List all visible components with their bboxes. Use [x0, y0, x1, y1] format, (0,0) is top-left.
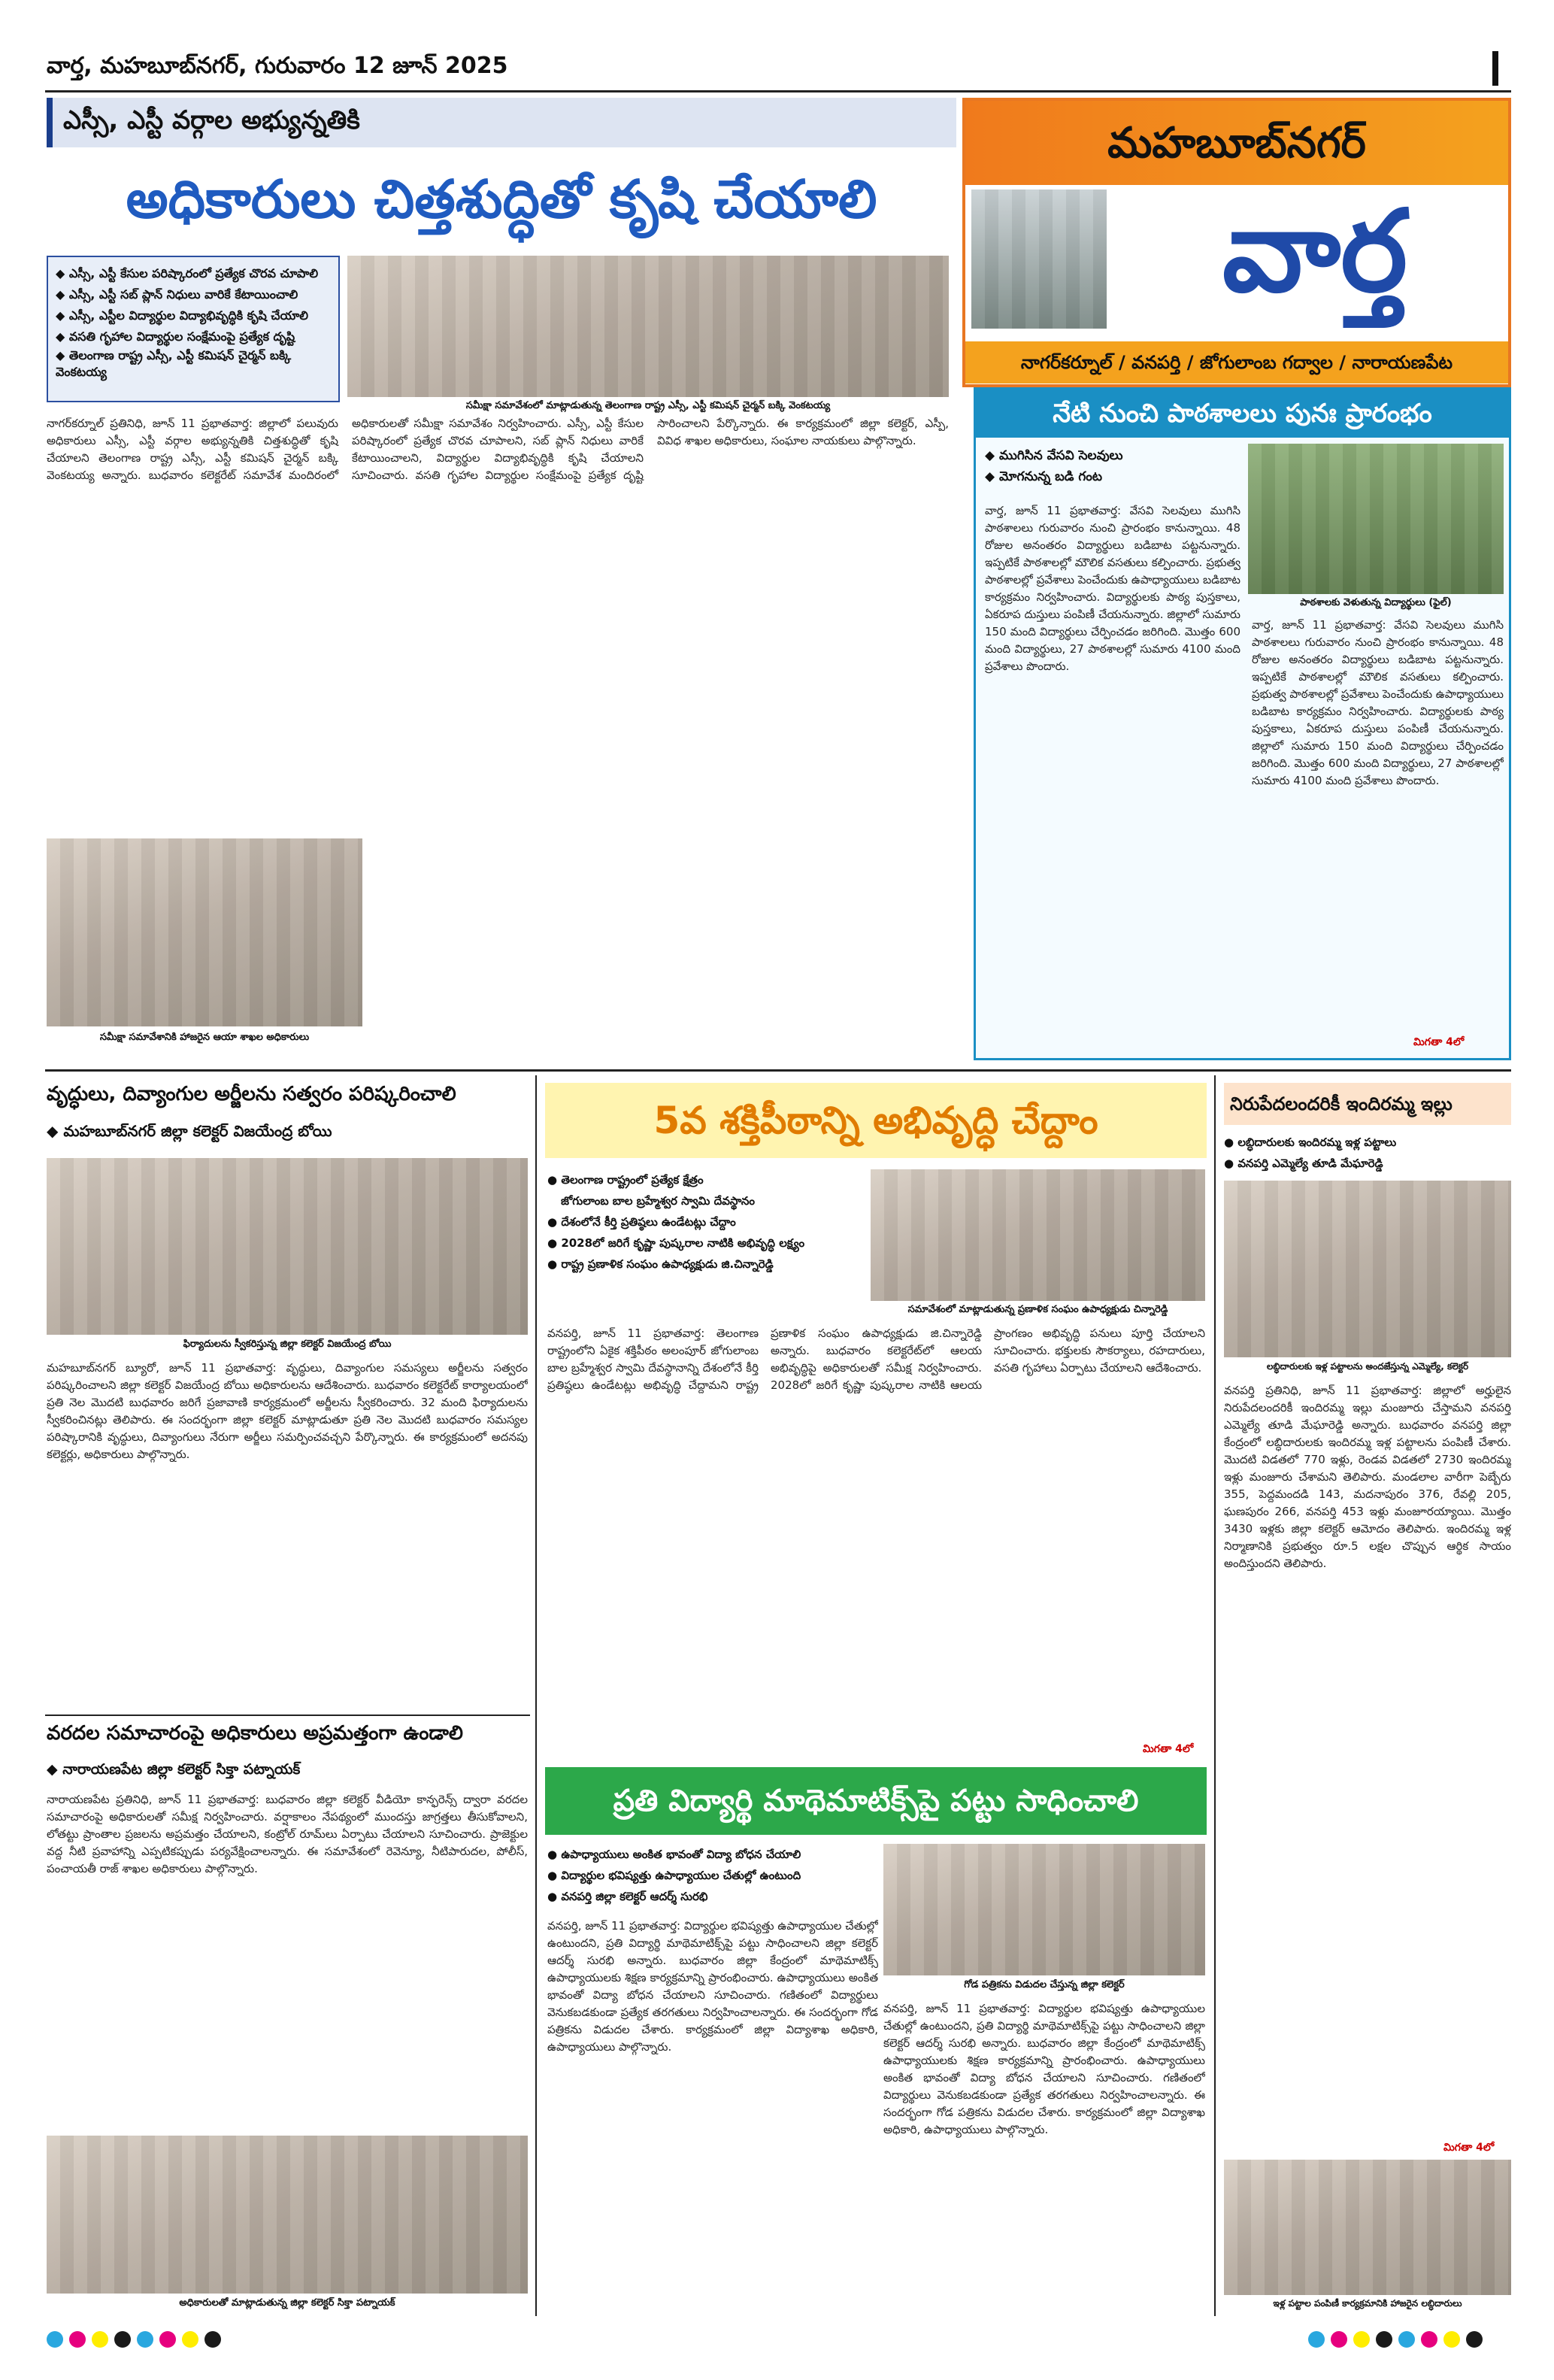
maths-photo: [883, 1844, 1205, 1975]
bullet-1: ◆ ఎస్సీ, ఎస్టీ కేసుల పరిష్కారంలో ప్రత్యేక చొరవ చూపాలి: [56, 266, 319, 280]
registration-marks-right: [1308, 2331, 1489, 2354]
shakti-photo-caption: సమావేశంలో మాట్లాడుతున్న ప్రణాళిక సంఘం ఉపాధ్యక్షుడు చిన్నారెడ్డి: [907, 1304, 1168, 1315]
black-mark: [114, 2331, 131, 2348]
lead-kicker: ఎస్సీ, ఎస్టీ వర్గాల అభ్యున్నతికి: [47, 98, 956, 147]
registration-marks-left: [47, 2331, 227, 2354]
shakti-bullet-5: ● రాష్ట్ర ప్రణాళిక సంఘం ఉపాధ్యక్షుడు జి.చిన్నారెడ్డి: [547, 1257, 774, 1271]
cyan-mark-4: [1398, 2331, 1415, 2348]
schools-bullets: [985, 445, 1240, 498]
indiramma-headline: నిరుపేదలందరికీ ఇందిరమ్మ ఇల్లు: [1224, 1083, 1511, 1125]
cyan-mark: [47, 2331, 63, 2348]
schools-photo-caption: పాఠశాలకు వెళుతున్న విద్యార్థులు (ఫైల్): [1300, 597, 1452, 608]
maths-bullet-1: ● ఉపాధ్యాయులు అంకిత భావంతో విద్యా బోధన చేయాలి: [547, 1848, 801, 1861]
magenta-mark-3: [1331, 2331, 1347, 2348]
magenta-mark: [69, 2331, 86, 2348]
yellow-mark-2: [182, 2331, 198, 2348]
brand-district: మహబూబ్‌నగర్: [965, 101, 1508, 185]
lead-headline: అధికారులు చిత్తశుద్ధితో కృషి చేయాలి: [126, 168, 877, 230]
schools-body-2: వార్త, జూన్ 11 ప్రభాతవార్త: వేసవి సెలవులు ముగిసి పాఠశాలలు గురువారం నుంచి ప్రారంభం కానున్నాయి. 48 రోజుల అనంతరం విద్యార్థులు బడిబాట పట్టనున్నారు. ఇప్పటికే పాఠశాలల్లో మౌలిక వసతులు కల్పించారు. ప్రభుత్వ పాఠశాలల్లో ప్రవేశాలు పెంచేందుకు ఉపాధ్యాయులు బడిబాట కార్యక్రమం నిర్వహించారు. విద్యార్థులకు పాఠ్య పుస్తకాలు, ఏకరూప దుస్తులు పంపిణీ చేయనున్నారు. జిల్లాలో సుమారు 150 మంది విద్యార్థులు చేర్పించడం జరిగింది. మొత్తం 600 మంది విద్యార్థులు, 27 పాఠశాలల్లో సుమారు 4100 మంది ప్రవేశాలు పొందారు.: [1252, 618, 1504, 787]
black-mark-2: [204, 2331, 221, 2348]
shakti-photo: [871, 1169, 1205, 1301]
col-rule-1: [535, 1075, 537, 2316]
schools-bullet-2: ◆ మోగనున్న బడి గంట: [985, 469, 1102, 484]
bullet-5: ◆ తెలంగాణ రాష్ట్ర ఎస్సీ, ఎస్టీ కమిషన్ చైర్మన్ బక్కి వెంకటయ్య: [56, 348, 292, 379]
yellow-mark-3: [1353, 2331, 1370, 2348]
schools-more: మిగతా 4లో: [1413, 1036, 1465, 1048]
indiramma-bullets: [1224, 1132, 1511, 1177]
indiramma-photo-1-caption: లబ్ధిదారులకు ఇళ్ల పట్టాలను అందజేస్తున్న ఎమ్మెల్యే, కలెక్టర్: [1266, 1361, 1469, 1372]
schools-bullet-1: ◆ ముగిసిన వేసవి సెలవులు: [985, 448, 1123, 463]
elders-headline: వృద్ధులు, దివ్యాంగుల అర్జీలను సత్వరం పరిష్కరించాలి: [47, 1083, 456, 1105]
lead-photo-2: [47, 838, 362, 1026]
bullet-3: ◆ ఎస్సీ, ఎస్టీల విద్యార్థుల విద్యాభివృద్ధికి కృషి చేయాలి: [56, 308, 309, 323]
magenta-mark-2: [159, 2331, 176, 2348]
maths-bullet-2: ● విద్యార్థుల భవిష్యత్తు ఉపాధ్యాయుల చేతుల్లో ఉంటుంది: [547, 1869, 801, 1882]
bullet-4: ◆ వసతి గృహాల విద్యార్థుల సంక్షేమంపై ప్రత్యేక దృష్టి: [56, 329, 295, 344]
maths-bullet-3: ● వనపర్తి జిల్లా కలెక్టర్ ఆదర్శ్ సురభి: [547, 1890, 708, 1903]
lead-photo-2-caption: సమీక్షా సమావేశానికి హాజరైన ఆయా శాఖల అధికారులు: [99, 1032, 310, 1043]
lead-photo-1-caption: సమీక్షా సమావేశంలో మాట్లాడుతున్న తెలంగాణ రాష్ట్ర ఎస్సీ, ఎస్టీ కమిషన్ చైర్మన్ బక్కి వెంకటయ్య: [465, 400, 831, 411]
floods-headline: వరదల సమాచారంపై అధికారులు అప్రమత్తంగా ఉండాలి: [47, 1722, 463, 1745]
brand-regions: నాగర్‌కర్నూల్ / వనపర్తి / జోగులాంబ గద్వాల / నారాయణపేట: [965, 341, 1508, 384]
maths-body: వనపర్తి, జూన్ 11 ప్రభాతవార్త: విద్యార్థుల భవిష్యత్తు ఉపాధ్యాయుల చేతుల్లో ఉంటుందని, ప్రతి విద్యార్థి మాథెమాటిక్స్‌పై పట్టు సాధించాలని జిల్లా కలెక్టర్ ఆదర్శ్ సురభి అన్నారు. బుధవారం జిల్లా కేంద్రంలో మాథెమాటిక్స్ ఉపాధ్యాయులకు శిక్షణ కార్యక్రమాన్ని ప్రారంభించారు. ఉపాధ్యాయులు అంకిత భావంతో విద్యా బోధన చేయాలని సూచించారు. గణితంలో విద్యార్థులు వెనుకబడకుండా ప్రత్యేక తరగతులు నిర్వహించాలన్నారు. ఈ సందర్భంగా గోడ పత్రికను విడుదల చేశారు. కార్యక్రమంలో జిల్లా విద్యాశాఖ అధికారి, ఉపాధ్యాయులు పాల్గొన్నారు.: [547, 1919, 878, 2054]
floods-photo-caption: అధికారులతో మాట్లాడుతున్న జిల్లా కలెక్టర్ సిక్తా పట్నాయక్: [179, 2297, 395, 2309]
schools-photo: [1248, 444, 1504, 594]
cyan-mark-3: [1308, 2331, 1325, 2348]
bullet-2: ◆ ఎస్సీ, ఎస్టీ సబ్ ప్లాన్ నిధులు వారికే కేటాయించాలి: [56, 287, 298, 302]
schools-body: వార్త, జూన్ 11 ప్రభాతవార్త: వేసవి సెలవులు ముగిసి పాఠశాలలు గురువారం నుంచి ప్రారంభం కానున్నాయి. 48 రోజుల అనంతరం విద్యార్థులు బడిబాట పట్టనున్నారు. ఇప్పటికే పాఠశాలల్లో మౌలిక వసతులు కల్పించారు. ప్రభుత్వ పాఠశాలల్లో ప్రవేశాలు పెంచేందుకు ఉపాధ్యాయులు బడిబాట కార్యక్రమం నిర్వహించారు. విద్యార్థులకు పాఠ్య పుస్తకాలు, ఏకరూప దుస్తులు పంపిణీ చేయనున్నారు. జిల్లాలో సుమారు 150 మంది విద్యార్థులు చేర్పించడం జరిగింది. మొత్తం 600 మంది విద్యార్థులు, 27 పాఠశాలల్లో సుమారు 4100 మంది ప్రవేశాలు పొందారు.: [985, 504, 1240, 673]
yellow-mark: [92, 2331, 108, 2348]
shakti-bullets: [547, 1169, 863, 1301]
indiramma-bullet-1: ● లబ్ధిదారులకు ఇందిరమ్మ ఇళ్ల పట్టాలు: [1224, 1135, 1397, 1149]
shakti-body: వనపర్తి, జూన్ 11 ప్రభాతవార్త: తెలంగాణ రాష్ట్రంలోని ఏకైక శక్తిపీఠం అలంపూర్ జోగులాంబ బాల బ్రహ్మేశ్వర స్వామి దేవస్థానాన్ని దేశంలోనే కీర్తి ప్రతిష్ఠలు ఉండేటట్లు అభివృద్ధి చేద్దామని రాష్ట్ర ప్రణాళిక సంఘం ఉపాధ్యక్షుడు జి.చిన్నారెడ్డి అన్నారు. బుధవారం కలెక్టరేట్‌లో ఆలయ అభివృద్ధిపై అధికారులతో సమీక్ష నిర్వహించారు. 2028లో జరిగే కృష్ణా పుష్కరాల నాటికి ఆలయ ప్రాంగణం అభివృద్ధి పనులు పూర్తి చేయాలని సూచించారు. భక్తులకు సౌకర్యాలు, రహదారులు, వసతి గృహాలు ఏర్పాటు చేయాలని ఆదేశించారు.: [547, 1326, 1205, 1392]
shakti-bullet-1: ● తెలంగాణ రాష్ట్రంలో ప్రత్యేక క్షేత్రం: [547, 1173, 704, 1187]
yellow-mark-4: [1443, 2331, 1460, 2348]
elders-photo: [47, 1158, 528, 1335]
masthead-rule: [45, 90, 1511, 92]
maths-bullets: [547, 1844, 878, 1912]
dam-photo: [971, 189, 1107, 329]
maths-photo-caption: గోడ పత్రికను విడుదల చేస్తున్న జిల్లా కలెక్టర్: [964, 1979, 1125, 1990]
shakti-more: మిగతా 4లో: [1143, 1743, 1194, 1755]
black-mark-3: [1376, 2331, 1392, 2348]
indiramma-body: వనపర్తి ప్రతినిధి, జూన్ 11 ప్రభాతవార్త: జిల్లాలో అర్హులైన నిరుపేదలందరికీ ఇందిరమ్మ ఇల్లు మంజూరు చేస్తామని వనపర్తి ఎమ్మెల్యే తూడి మేఘారెడ్డి అన్నారు. బుధవారం వనపర్తి జిల్లా కేంద్రంలో లబ్ధిదారులకు ఇందిరమ్మ ఇళ్ల పట్టాలను పంపిణీ చేశారు. మొదటి విడతలో 770 ఇళ్లు, రెండవ విడతలో 2730 ఇందిరమ్మ ఇళ్లు మంజూరు చేశామని తెలిపారు. మండలాల వారీగా పెబ్బేరు 355, పెద్దమందడి 143, మదనాపురం 376, రేవల్లి 205, ఘణపురం 266, వనపర్తి 453 ఇళ్లు మంజూరయ్యాయి. మొత్తం 3430 ఇళ్లకు జిల్లా కలెక్టర్ ఆమోదం తెలిపారు. ఇందిరమ్మ ఇళ్ల నిర్మాణానికి ప్రభుత్వం రూ.5 లక్షల చొప్పున ఆర్థిక సాయం అందిస్తుందని తెలిపారు.: [1224, 1384, 1511, 1570]
indiramma-photo-2-caption: ఇళ్ల పట్టాల పంపిణీ కార్యక్రమానికి హాజరైన లబ్ధిదారులు: [1273, 2298, 1462, 2309]
indiramma-photo-2: [1224, 2160, 1511, 2295]
elders-photo-caption: ఫిర్యాదులను స్వీకరిస్తున్న జిల్లా కలెక్టర్ విజయేంద్ర బోయి: [183, 1339, 392, 1350]
brand-block: [962, 98, 1511, 387]
floods-photo: [47, 2136, 528, 2294]
col-rule-2: [1214, 1075, 1216, 2316]
lead-photo-1: [347, 256, 949, 397]
floods-rule: [45, 1715, 530, 1716]
elders-body: మహబూబ్‌నగర్ బ్యూరో, జూన్ 11 ప్రభాతవార్త: వృద్ధులు, దివ్యాంగుల సమస్యలు అర్జీలను సత్వరం పరిష్కరించాలని జిల్లా కలెక్టర్ విజయేంద్ర బోయి అధికారులను ఆదేశించారు. బుధవారం కలెక్టరేట్ కార్యాలయంలో ప్రతి నెల మొదటి బుధవారం జరిగే ప్రజావాణి కార్యక్రమంలో అర్జీలను స్వీకరించారు. 32 మంది ఫిర్యాదులను స్వీకరించినట్లు తెలిపారు. ఈ సందర్భంగా జిల్లా కలెక్టర్ మాట్లాడుతూ ప్రతి నెల మొదటి బుధవారం సమస్యల పరిష్కారానికి వృద్ధులు, దివ్యాంగులు నేరుగా అర్జీలు సమర్పించవచ్చని పేర్కొన్నారు. ఈ కార్యక్రమంలో అదనపు కలెక్టర్లు, అధికారులు పాల్గొన్నారు.: [47, 1361, 528, 1461]
elders-sub: ◆ మహబూబ్‌నగర్ జిల్లా కలెక్టర్ విజయేంద్ర బోయి: [47, 1122, 332, 1140]
maths-body-2: వనపర్తి, జూన్ 11 ప్రభాతవార్త: విద్యార్థుల భవిష్యత్తు ఉపాధ్యాయుల చేతుల్లో ఉంటుందని, ప్రతి విద్యార్థి మాథెమాటిక్స్‌పై పట్టు సాధించాలని జిల్లా కలెక్టర్ ఆదర్శ్ సురభి అన్నారు. బుధవారం జిల్లా కేంద్రంలో మాథెమాటిక్స్ ఉపాధ్యాయులకు శిక్షణ కార్యక్రమాన్ని ప్రారంభించారు. ఉపాధ్యాయులు అంకిత భావంతో విద్యా బోధన చేయాలని సూచించారు. గణితంలో విద్యార్థులు వెనుకబడకుండా ప్రత్యేక తరగతులు నిర్వహించాలన్నారు. ఈ సందర్భంగా గోడ పత్రికను విడుదల చేశారు. కార్యక్రమంలో జిల్లా విద్యాశాఖ అధికారి, ఉపాధ్యాయులు పాల్గొన్నారు.: [883, 2002, 1205, 2136]
indiramma-bullet-2: ● వనపర్తి ఎమ్మెల్యే తూడి మేఘారెడ్డి: [1224, 1157, 1383, 1170]
floods-body: నారాయణపేట ప్రతినిధి, జూన్ 11 ప్రభాతవార్త: బుధవారం జిల్లా కలెక్టర్ వీడియో కాన్ఫరెన్స్ ద్వారా వరదల సమాచారంపై అధికారులతో సమీక్ష నిర్వహించారు. వర్షాకాలం నేపథ్యంలో ముందస్తు జాగ్రత్తలు తీసుకోవాలని, లోతట్టు ప్రాంతాల ప్రజలను అప్రమత్తం చేయాలని, కంట్రోల్ రూమ్‌లు ఏర్పాటు చేయాలని సూచించారు. ప్రాజెక్టుల వద్ద నీటి ప్రవాహాన్ని ఎప్పటికప్పుడు పర్యవేక్షించాలన్నారు. ఈ సమావేశంలో రెవెన్యూ, నీటిపారుదల, పోలీస్, పంచాయతీ రాజ్ శాఖల అధికారులు పాల్గొన్నారు.: [47, 1793, 528, 1875]
black-mark-4: [1466, 2331, 1483, 2348]
floods-sub: ◆ నారాయణపేట జిల్లా కలెక్టర్ సిక్తా పట్నాయక్: [47, 1761, 301, 1778]
shakti-bullet-4: ● 2028లో జరిగే కృష్ణా పుష్కరాల నాటికి అభివృద్ధి లక్ష్యం: [547, 1236, 805, 1250]
magenta-mark-4: [1421, 2331, 1437, 2348]
schools-headline: నేటి నుంచి పాఠశాలలు పునః ప్రారంభం: [976, 390, 1509, 438]
indiramma-photo-1: [1224, 1181, 1511, 1357]
shakti-headline: 5వ శక్తిపీఠాన్ని అభివృద్ధి చేద్దాం: [545, 1083, 1207, 1158]
masthead-line: వార్త, మహబూబ్‌నగర్, గురువారం 12 జూన్ 2025: [47, 53, 508, 79]
lead-body: నాగర్‌కర్నూల్ ప్రతినిధి, జూన్ 11 ప్రభాతవార్త: జిల్లాలో పలువురు అధికారులు ఎస్సీ, ఎస్టీ వర్గాల అభ్యున్నతికి చిత్తశుద్ధితో కృషి చేయాలని తెలంగాణ రాష్ట్ర ఎస్సీ, ఎస్టీ కమిషన్ చైర్మన్ బక్కి వెంకటయ్య అన్నారు. బుధవారం కలెక్టరేట్ సమావేశ మందిరంలో అధికారులతో సమీక్షా సమావేశం నిర్వహించారు. ఎస్సీ, ఎస్టీ కేసుల పరిష్కారంలో ప్రత్యేక చొరవ చూపాలని, సబ్ ప్లాన్ నిధులు వారికే కేటాయించాలని, విద్యార్థుల విద్యాభివృద్ధికి కృషి చేయాలని సూచించారు. వసతి గృహాల విద్యార్థుల సంక్షేమంపై ప్రత్యేక దృష్టి సారించాలని పేర్కొన్నారు. ఈ కార్యక్రమంలో జిల్లా కలెక్టర్, ఎస్పీ, వివిధ శాఖల అధికారులు, సంఘాల నాయకులు పాల్గొన్నారు.: [47, 417, 949, 482]
lead-bullets: [47, 256, 340, 402]
maths-headline: ప్రతి విద్యార్థి మాథెమాటిక్స్‌పై పట్టు సాధించాలి: [545, 1767, 1207, 1835]
page-mark: [1492, 51, 1498, 86]
cyan-mark-2: [137, 2331, 153, 2348]
brand-logo: వార్త: [1222, 185, 1408, 317]
shakti-bullet-2: జోగులాంబ బాల బ్రహ్మేశ్వర స్వామి దేవస్థానం: [561, 1194, 755, 1208]
section-divider: [45, 1069, 1511, 1072]
shakti-bullet-3: ● దేశంలోనే కీర్తి ప్రతిష్ఠలు ఉండేటట్లు చేద్దాం: [547, 1215, 736, 1229]
indiramma-more: మిగతా 4లో: [1443, 2142, 1495, 2154]
